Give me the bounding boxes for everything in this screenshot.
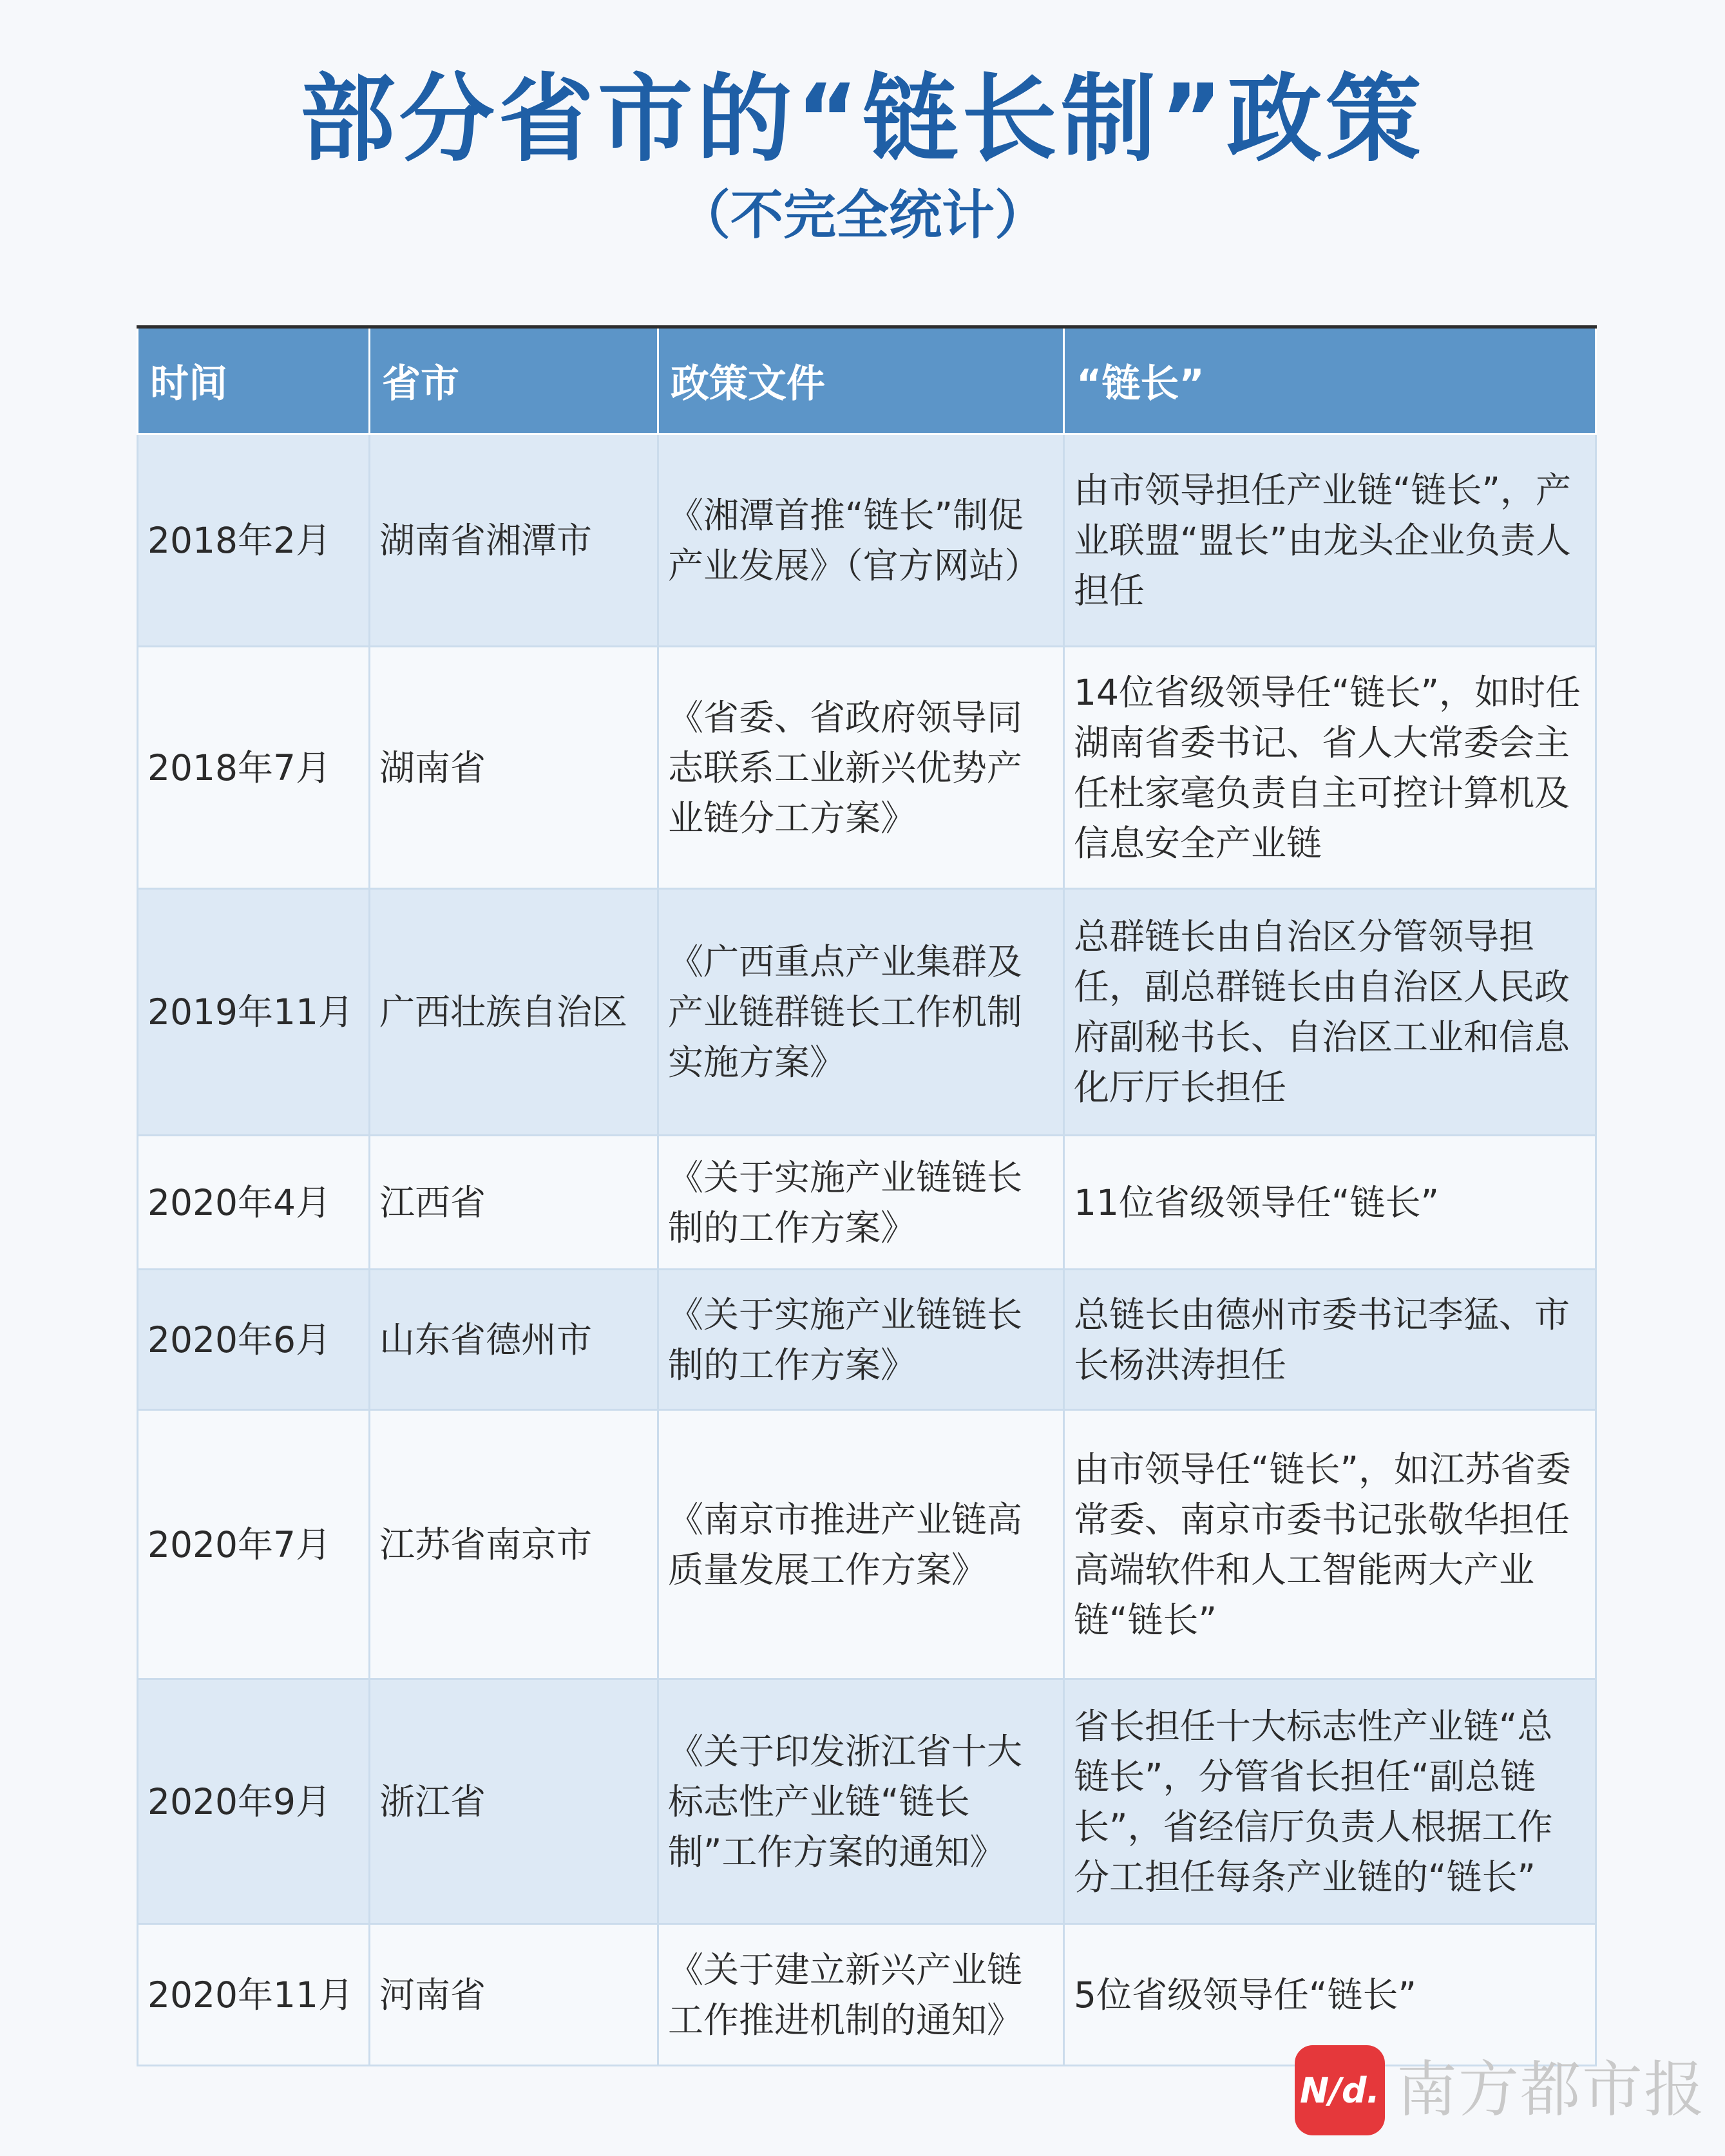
cell-document: 《湘潭首推“链长”制促产业发展》（官方网站） [658,434,1064,647]
cell-document: 《关于实施产业链链长制的工作方案》 [658,1136,1064,1270]
cell-time: 2020年4月 [138,1136,370,1270]
cell-document: 《省委、省政府领导同志联系工业新兴优势产业链分工方案》 [658,647,1064,889]
cell-document: 《南京市推进产业链高质量发展工作方案》 [658,1410,1064,1679]
policy-table [137,325,1597,2066]
cell-chain-leader: 11位省级领导任“链长” [1064,1136,1596,1270]
cell-region: 河南省 [370,1924,658,2066]
cell-region: 广西壮族自治区 [370,889,658,1136]
newspaper-logo-icon [1295,2045,1385,2135]
cell-region: 浙江省 [370,1679,658,1924]
cell-chain-leader: 5位省级领导任“链长” [1064,1924,1596,2066]
cell-time: 2020年11月 [138,1924,370,2066]
header-time: 时间 [138,327,370,434]
cell-chain-leader: 总链长由德州市委书记李猛、市长杨洪涛担任 [1064,1270,1596,1410]
cell-time: 2020年7月 [138,1410,370,1679]
table-row [138,1410,1596,1679]
cell-document: 《关于实施产业链链长制的工作方案》 [658,1270,1064,1410]
cell-time: 2020年6月 [138,1270,370,1410]
table-row [138,434,1596,647]
cell-time: 2020年9月 [138,1679,370,1924]
cell-chain-leader: 由市领导任“链长”，如江苏省委常委、南京市委书记张敬华担任高端软件和人工智能两大产业链“链长” [1064,1410,1596,1679]
cell-region: 江苏省南京市 [370,1410,658,1679]
cell-document: 《关于印发浙江省十大标志性产业链“链长制”工作方案的通知》 [658,1679,1064,1924]
table-row [138,647,1596,889]
cell-time: 2018年2月 [138,434,370,647]
cell-chain-leader: 由市领导担任产业链“链长”，产业联盟“盟长”由龙头企业负责人担任 [1064,434,1596,647]
cell-document: 《广西重点产业集群及产业链群链长工作机制实施方案》 [658,889,1064,1136]
cell-chain-leader: 总群链长由自治区分管领导担任，副总群链长由自治区人民政府副秘书长、自治区工业和信息化厅厅长担任 [1064,889,1596,1136]
logo-text: N/d. [1299,2070,1380,2111]
header-region: 省市 [370,327,658,434]
cell-region: 湖南省 [370,647,658,889]
cell-region: 江西省 [370,1136,658,1270]
header-chain-leader: “链长” [1064,327,1596,434]
cell-chain-leader: 省长担任十大标志性产业链“总链长”，分管省长担任“副总链长”，省经信厅负责人根据工作分工担任每条产业链的“链长” [1064,1679,1596,1924]
table-row [138,1270,1596,1410]
table-row [138,1136,1596,1270]
page-subtitle: （不完全统计） [677,185,1047,246]
header-document: 政策文件 [658,327,1064,434]
cell-chain-leader: 14位省级领导任“链长”，如时任湖南省委书记、省人大常委会主任杜家毫负责自主可控计算机及信息安全产业链 [1064,647,1596,889]
cell-region: 山东省德州市 [370,1270,658,1410]
cell-time: 2018年7月 [138,647,370,889]
table-row [138,889,1596,1136]
cell-time: 2019年11月 [138,889,370,1136]
page-title: 部分省市的“链长制”政策 [300,64,1425,175]
cell-document: 《关于建立新兴产业链工作推进机制的通知》 [658,1924,1064,2066]
table-row [138,1679,1596,1924]
brand-watermark: 南方都市报 [1396,2055,1706,2125]
table-row [138,1924,1596,2066]
cell-region: 湖南省湘潭市 [370,434,658,647]
table-header-row [138,327,1596,434]
